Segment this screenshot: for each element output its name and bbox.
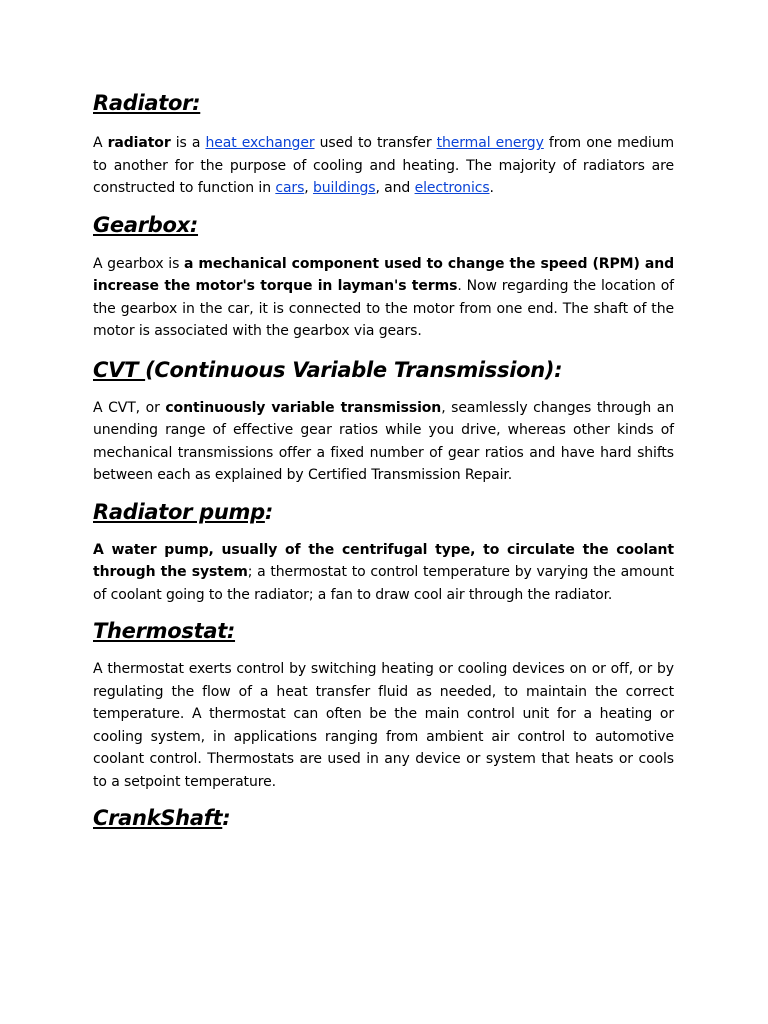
- text: is a: [170, 135, 206, 151]
- text: from one medium to another for the purpose of cooling and heating. The majority of radiators are constructed to function in: [93, 135, 675, 196]
- link-thermal-energy[interactable]: thermal energy: [436, 135, 544, 151]
- text: used to transfer: [314, 135, 437, 151]
- text: A CVT, or: [93, 399, 166, 416]
- text: A: [93, 135, 108, 151]
- paragraph-radiator: [93, 132, 674, 200]
- text: , and: [375, 180, 415, 196]
- text: , seamlessly changes through an unending range of effective gear ratios while you drive, whereas other kinds of mechanical transmissions offer a fixed number of gear ratios and have hard shifts between each as explained by Certified Transmission Repair.: [93, 399, 674, 483]
- link-heat-exchanger[interactable]: heat exchanger: [205, 135, 315, 151]
- link-cars[interactable]: cars: [275, 180, 305, 196]
- paragraph-cvt: [93, 397, 674, 487]
- heading-gearbox: Gearbox:: [93, 212, 199, 237]
- bold-text: a mechanical component used to change the speed (RPM) and increase the motor's torque in layman's terms: [93, 255, 674, 294]
- link-electronics[interactable]: electronics: [414, 180, 490, 196]
- text: . Now regarding the location of the gearbox in the car, it is connected to the motor from one end. The shaft of the motor is associated with the gearbox via gears.: [93, 278, 675, 339]
- document-body: [93, 88, 674, 833]
- heading-thermostat: Thermostat:: [93, 619, 236, 643]
- link-buildings[interactable]: buildings: [312, 180, 376, 196]
- heading-crankshaft-rest: :: [222, 806, 231, 830]
- heading-radiator-pump-underlined: Radiator pump: [93, 499, 265, 524]
- heading-crankshaft-underlined: CrankShaft: [93, 806, 223, 830]
- paragraph-thermostat: [93, 658, 674, 793]
- text: .: [489, 180, 494, 196]
- bold-text: radiator: [107, 135, 171, 151]
- heading-radiator-pump: [93, 497, 674, 527]
- text: ; a thermostat to control temperature by varying the amount of coolant going to the radiator; a fan to draw cool air through the radiator.: [93, 564, 674, 603]
- heading-radiator: Radiator:: [93, 91, 201, 115]
- heading-cvt-underlined: CVT: [93, 357, 146, 382]
- heading-cvt: [93, 355, 674, 385]
- bold-text: continuously variable transmission: [165, 399, 442, 416]
- heading-cvt-rest: (Continuous Variable Transmission):: [145, 357, 563, 382]
- heading-crankshaft: [93, 803, 674, 833]
- paragraph-radiator-pump: [93, 539, 674, 607]
- text: A thermostat exerts control by switching heating or cooling devices on or off, or by regulating the flow of a heat transfer fluid as needed, to maintain the correct temperature. A thermostat can often be the main control unit for a heating or cooling system, in applications ranging from ambient air control to automotive coolant control. Thermostats are used in any device or system that heats or cools to a setpoint temperature.: [93, 661, 674, 790]
- heading-radiator-pump-rest: :: [264, 499, 273, 524]
- bold-text: A water pump, usually of the centrifugal type, to circulate the coolant through the system: [93, 541, 674, 580]
- text: ,: [304, 180, 313, 196]
- text: A gearbox is: [93, 255, 184, 272]
- paragraph-gearbox: [93, 253, 674, 343]
